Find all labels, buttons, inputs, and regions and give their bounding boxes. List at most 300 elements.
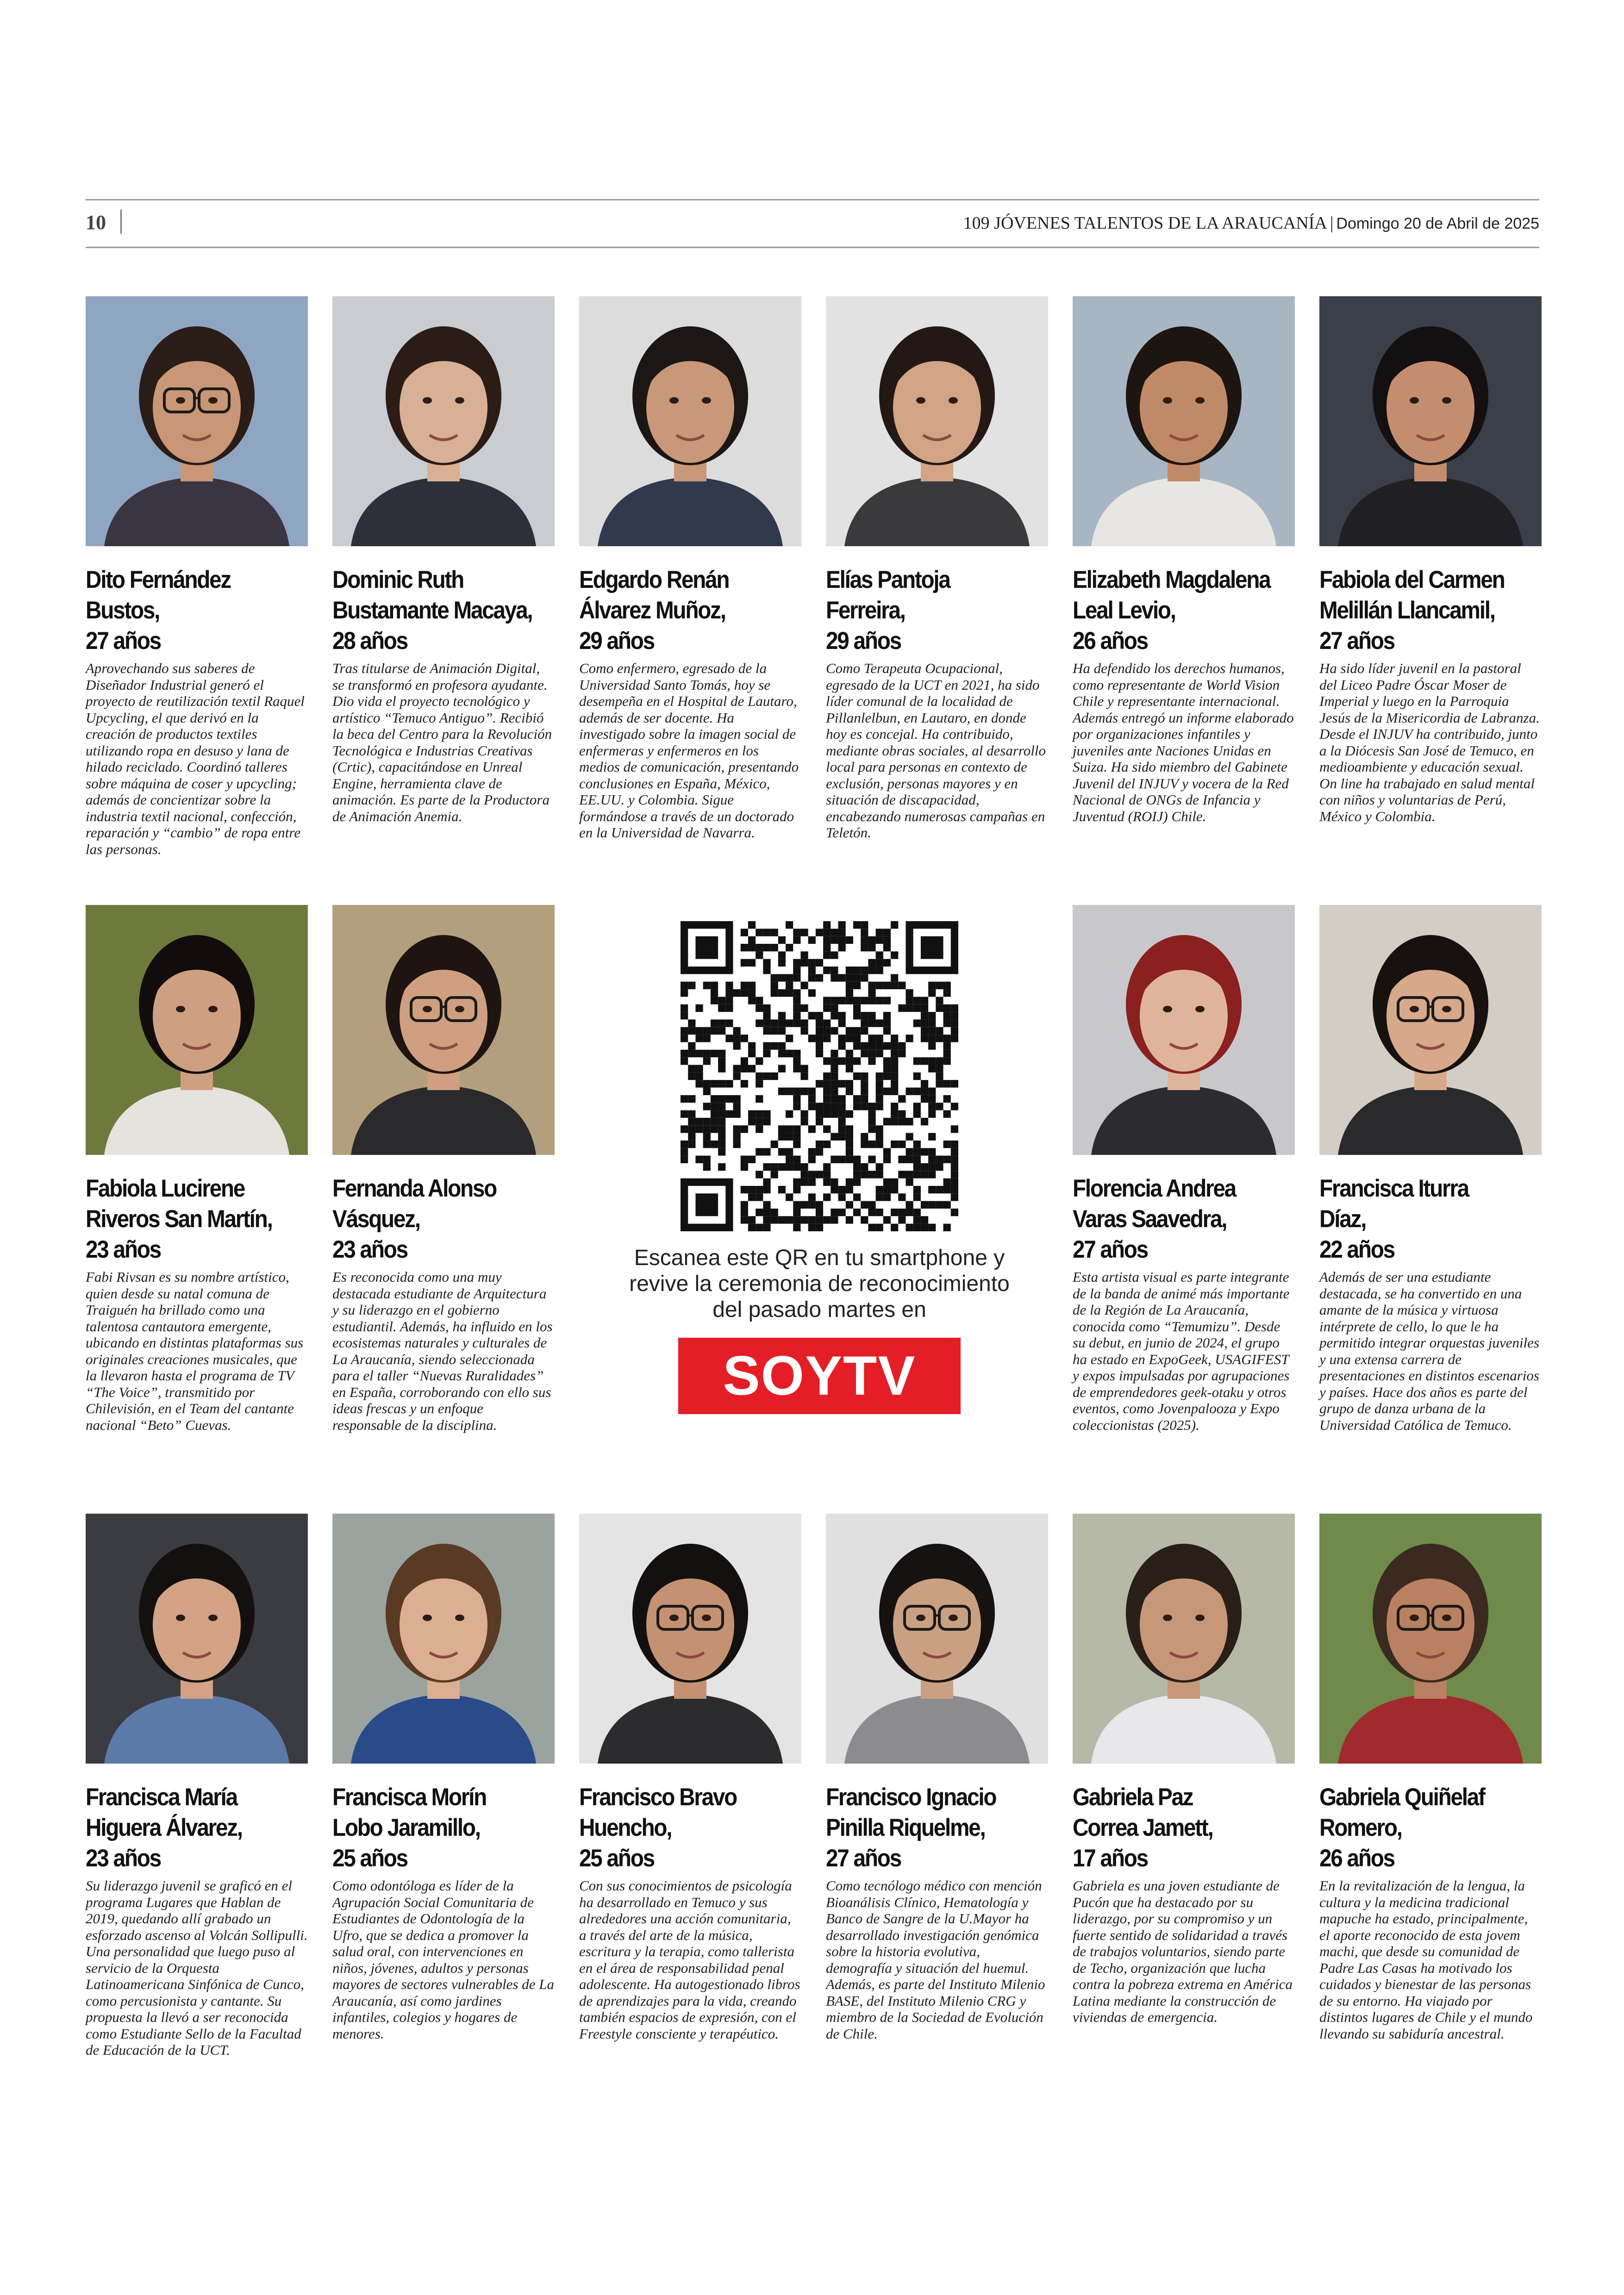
qr-module — [943, 1156, 951, 1163]
profile-name-line: Romero, — [1319, 1814, 1402, 1841]
profile-photo — [86, 905, 308, 1155]
qr-module — [695, 1050, 703, 1057]
qr-module — [928, 1110, 936, 1118]
qr-module — [898, 1118, 906, 1125]
qr-module — [703, 1027, 711, 1035]
qr-module — [943, 1004, 951, 1012]
qr-module — [891, 1110, 898, 1118]
qr-module — [861, 1133, 868, 1141]
photo-eye-right — [208, 1006, 218, 1012]
qr-module — [936, 1201, 943, 1209]
qr-module — [928, 1027, 936, 1035]
qr-module — [913, 1057, 921, 1065]
qr-module — [793, 1088, 800, 1095]
profile-bio: Ha sido líder juvenil en la pastoral del Liceo Padre Óscar Moser de Imperial y luego en la Parroquia Jesús de la Misericordia de Labranza. Desde el INJUV ha contribuido, junto a la Diócesis San José de Temuco, en medioambiente y educación sexual. On line ha trabajado en salud mental con niños y voluntarias de Perú, México y Colombia. — [1319, 660, 1540, 824]
qr-module — [868, 1012, 875, 1019]
qr-module — [868, 1050, 875, 1057]
qr-module — [883, 1156, 891, 1163]
qr-module — [876, 1035, 883, 1042]
qr-module — [891, 1224, 898, 1231]
qr-module — [876, 1080, 883, 1087]
qr-module — [898, 1095, 906, 1103]
photo-eye-left — [176, 1006, 185, 1012]
qr-module — [793, 1201, 800, 1209]
qr-module — [891, 921, 898, 929]
profile-name-line: Elías Pantoja — [826, 566, 950, 593]
qr-module — [741, 944, 748, 951]
qr-module — [808, 1095, 816, 1103]
qr-module — [846, 989, 853, 997]
qr-module — [756, 1148, 763, 1155]
qr-module — [868, 1209, 875, 1216]
qr-module — [936, 982, 943, 989]
qr-module — [936, 1004, 943, 1012]
qr-module — [741, 1080, 748, 1087]
profile-name — [86, 565, 306, 656]
qr-module — [800, 1216, 808, 1223]
qr-module — [921, 1216, 928, 1223]
qr-module — [703, 1050, 711, 1057]
qr-module — [943, 1224, 951, 1231]
qr-module — [853, 1004, 861, 1012]
qr-module — [883, 959, 891, 967]
profile-bio: Es reconocida como una muy destacada estudiante de Arquitectura y su liderazgo en el gobierno estudiantil. Además, ha influido en los ecosistemas naturales y culturales de La Araucanía, siendo seleccionada para el taller “Nuevas Ruralidades” en España, corroborando con ello sus ideas frescas y un enfoque responsable de la disciplina. — [332, 1269, 553, 1433]
portrait-illustration — [1073, 296, 1295, 546]
qr-module — [786, 1050, 793, 1057]
portrait-illustration — [86, 1514, 308, 1764]
profile-bio: Su liderazgo juvenil se graficó en el programa Lugares que Hablan de 2019, quedando allí grabado un esforzado ascenso al Volcán Sollipulli. Una personalidad que luego puso al servicio de la Orquesta Latinoamericana Sinfónica de Cunco, como percusionista y cantante. Su propuesta la llevó a ser reconocida como Estudiante Sello de la Facultad de Educación de la UCT. — [86, 1877, 308, 2058]
photo-eye-left — [1163, 397, 1172, 404]
profile-bio: Como enfermero, egresado de la Universidad Santo Tomás, hoy se desempeña en el Hospital de Lautaro, además de ser docente. Ha investigado sobre la imagen social de enfermeras y enfermeros en los medios de comunicación, presentando conclusiones en España, México, EE.UU. y Colombia. Sigue formándose a través de un doctorado en la Universidad de Navarra. — [579, 660, 799, 841]
qr-module — [838, 1103, 846, 1110]
profile-bio: Esta artista visual es parte integrante de la banda de animé más importante de la Región de La Araucanía, conocida como “Temumizu”. Desde su debut, en junio de 2024, el grupo ha estado en ExpoGeek, USAGIFEST y expos impulsadas por agrupaciones de emprendedores geek-otaku y otros eventos, como Jovenpalooza y Expo coleccionistas (2025). — [1073, 1269, 1290, 1433]
qr-module — [861, 1216, 868, 1223]
qr-module — [846, 1125, 853, 1133]
qr-module — [800, 1027, 808, 1035]
qr-module — [936, 1163, 943, 1171]
qr-module — [831, 1073, 838, 1080]
qr-module — [756, 1073, 763, 1080]
qr-module — [703, 1035, 711, 1042]
profile-name-line: Fabiola Lucirene — [86, 1175, 245, 1202]
qr-module — [748, 1156, 756, 1163]
qr-module — [703, 1080, 711, 1087]
qr-module — [853, 1193, 861, 1201]
profile-name-line: Fabiola del Carmen — [1319, 566, 1505, 593]
qr-module — [913, 1156, 921, 1163]
qr-module — [778, 1065, 786, 1072]
qr-module — [793, 974, 800, 981]
qr-module — [913, 1088, 921, 1095]
qr-module — [831, 1110, 838, 1118]
qr-module — [816, 1012, 823, 1019]
qr-module — [688, 1125, 695, 1133]
qr-module — [771, 1141, 778, 1148]
qr-module — [853, 974, 861, 981]
qr-module — [771, 989, 778, 997]
qr-module — [831, 1186, 838, 1193]
qr-module — [943, 1141, 951, 1148]
qr-module — [831, 1216, 838, 1223]
qr-module — [928, 1148, 936, 1155]
qr-module — [951, 1019, 958, 1027]
qr-module — [763, 929, 770, 936]
qr-module — [786, 1125, 793, 1133]
qr-module — [853, 1156, 861, 1163]
qr-module — [891, 1186, 898, 1193]
qr-module — [688, 1019, 695, 1027]
qr-module — [823, 1080, 831, 1087]
qr-module — [688, 1133, 695, 1141]
qr-finder-center — [921, 936, 943, 959]
qr-module — [711, 1095, 718, 1103]
qr-module — [906, 1224, 913, 1231]
qr-module — [786, 1156, 793, 1163]
qr-module — [846, 936, 853, 944]
qr-module — [876, 1103, 883, 1110]
qr-module — [763, 1224, 770, 1231]
qr-module — [741, 1057, 748, 1065]
profile-name-line: Lobo Jaramillo, — [332, 1814, 480, 1841]
qr-module — [831, 951, 838, 959]
qr-module — [763, 1216, 770, 1223]
qr-module — [831, 1065, 838, 1072]
qr-module — [838, 1012, 846, 1019]
qr-module — [951, 1027, 958, 1035]
qr-module — [838, 1035, 846, 1042]
qr-module — [853, 1095, 861, 1103]
qr-module — [688, 1042, 695, 1049]
qr-module — [733, 1042, 741, 1049]
qr-module — [943, 1012, 951, 1019]
qr-module — [681, 1012, 688, 1019]
qr-module — [733, 1141, 741, 1148]
qr-module — [688, 1095, 695, 1103]
profile-photo — [86, 296, 308, 546]
photo-eye-right — [455, 397, 464, 404]
photo-eye-left — [1163, 1006, 1172, 1012]
qr-module — [868, 1125, 875, 1133]
qr-module — [800, 951, 808, 959]
qr-module — [898, 1050, 906, 1057]
photo-eye-right — [949, 397, 958, 404]
qr-module — [883, 1179, 891, 1186]
qr-module — [951, 1080, 958, 1087]
photo-eye-left — [916, 1615, 925, 1621]
qr-module — [786, 944, 793, 951]
profile-name-line: Bustamante Macaya, — [332, 597, 532, 624]
qr-module — [906, 1148, 913, 1155]
portrait-illustration — [826, 296, 1048, 546]
qr-module — [876, 1050, 883, 1057]
qr-module — [868, 1042, 875, 1049]
photo-eye-right — [1442, 1615, 1451, 1621]
qr-module — [861, 921, 868, 929]
portrait-illustration — [826, 1514, 1048, 1764]
qr-module — [816, 1209, 823, 1216]
qr-module — [718, 1118, 725, 1125]
qr-module — [876, 1088, 883, 1095]
qr-module — [883, 1019, 891, 1027]
qr-module — [846, 1156, 853, 1163]
qr-module — [951, 1179, 958, 1186]
qr-module — [846, 1148, 853, 1155]
qr-module — [756, 1057, 763, 1065]
qr-module — [921, 1012, 928, 1019]
profile-name-line: Gabriela Paz — [1073, 1784, 1193, 1811]
qr-module — [778, 1186, 786, 1193]
qr-module — [823, 1019, 831, 1027]
qr-module — [906, 1088, 913, 1095]
qr-module — [718, 1050, 725, 1057]
qr-module — [891, 974, 898, 981]
qr-module — [883, 997, 891, 1004]
qr-module — [823, 1171, 831, 1178]
qr-module — [831, 1156, 838, 1163]
qr-module — [868, 1201, 875, 1209]
qr-module — [846, 967, 853, 974]
profile-card — [332, 296, 555, 824]
photo-eye-right — [208, 1615, 218, 1621]
qr-module — [711, 982, 718, 989]
qr-module — [793, 1216, 800, 1223]
profile-photo — [86, 1514, 308, 1764]
qr-module — [786, 1110, 793, 1118]
qr-module — [853, 1027, 861, 1035]
qr-module — [883, 1148, 891, 1155]
profile-name — [826, 565, 1047, 656]
qr-module — [786, 1035, 793, 1042]
qr-module — [823, 1073, 831, 1080]
qr-module — [913, 997, 921, 1004]
profile-name-line: Francisca María — [86, 1784, 237, 1811]
qr-module — [823, 1027, 831, 1035]
page-number: 10 — [86, 211, 106, 234]
qr-module — [928, 989, 936, 997]
profile-name-line: Edgardo Renán — [579, 566, 729, 593]
qr-module — [681, 1050, 688, 1057]
qr-module — [748, 936, 756, 944]
photo-eye-left — [1410, 1615, 1419, 1621]
qr-module — [703, 1156, 711, 1163]
qr-module — [711, 1141, 718, 1148]
qr-module — [853, 1012, 861, 1019]
qr-module — [913, 1103, 921, 1110]
profile-name — [1319, 565, 1540, 656]
qr-module — [831, 1095, 838, 1103]
qr-module — [928, 1156, 936, 1163]
profile-card — [332, 1514, 555, 2042]
qr-module — [868, 1141, 875, 1148]
qr-module — [913, 1186, 921, 1193]
qr-module — [951, 1171, 958, 1178]
profile-photo — [579, 296, 801, 546]
qr-module — [778, 974, 786, 981]
profile-name — [86, 1173, 306, 1265]
portrait-illustration — [579, 296, 801, 546]
profile-name-line: Dominic Ruth — [332, 566, 464, 593]
qr-module — [928, 1103, 936, 1110]
qr-module — [778, 1216, 786, 1223]
qr-module — [928, 1019, 936, 1027]
qr-module — [748, 989, 756, 997]
qr-module — [898, 1171, 906, 1178]
qr-module — [808, 1088, 816, 1095]
qr-module — [838, 1186, 846, 1193]
qr-module — [778, 1012, 786, 1019]
qr-module — [838, 1156, 846, 1163]
qr-module — [718, 1163, 725, 1171]
profile-name — [1073, 1782, 1293, 1874]
qr-module — [756, 1110, 763, 1118]
profile-card — [86, 296, 308, 857]
qr-module — [861, 1073, 868, 1080]
qr-module — [711, 1125, 718, 1133]
qr-module — [741, 1035, 748, 1042]
qr-module — [868, 997, 875, 1004]
qr-module — [718, 1141, 725, 1148]
profile-name — [1319, 1173, 1540, 1265]
qr-code[interactable] — [681, 921, 958, 1231]
qr-module — [846, 1027, 853, 1035]
qr-caption-line: del pasado martes en — [712, 1297, 926, 1322]
qr-module — [756, 1095, 763, 1103]
qr-module — [786, 989, 793, 997]
qr-module — [913, 1141, 921, 1148]
publication-date: Domingo 20 de Abril de 2025 — [1336, 215, 1539, 232]
qr-finder-center — [695, 936, 718, 959]
qr-module — [943, 1057, 951, 1065]
qr-module — [846, 1186, 853, 1193]
qr-module — [695, 1118, 703, 1125]
qr-module — [951, 1141, 958, 1148]
portrait-illustration — [332, 296, 555, 546]
qr-module — [718, 997, 725, 1004]
qr-module — [823, 1088, 831, 1095]
qr-module — [861, 1050, 868, 1057]
qr-module — [733, 1103, 741, 1110]
profile-name-line: Varas Saavedra, — [1073, 1205, 1227, 1233]
profile-bio: Además de ser una estudiante destacada, se ha convertido en una amante de la música y virtuosa intérprete de cello, lo que le ha permitido integrar orquestas juveniles y una extensa carrera de presentaciones en distintos escenarios y países. Hace dos años es parte del grupo de danza urbana de la Universidad Católica de Temuco. — [1319, 1269, 1540, 1433]
portrait-illustration — [1073, 905, 1295, 1155]
qr-module — [771, 1027, 778, 1035]
qr-module — [913, 1019, 921, 1027]
profile-card — [86, 905, 308, 1433]
qr-module — [928, 1201, 936, 1209]
qr-module — [928, 1088, 936, 1095]
profile-name-line: Bustos, — [86, 597, 160, 624]
profile-card — [1319, 296, 1542, 824]
profile-card — [1319, 905, 1542, 1433]
qr-module — [913, 1193, 921, 1201]
profile-name-line: Francisca Morín — [332, 1784, 487, 1811]
qr-module — [816, 1118, 823, 1125]
qr-module — [756, 1080, 763, 1087]
qr-module — [838, 1110, 846, 1118]
qr-caption-line: Escanea este QR en tu smartphone y — [634, 1246, 1005, 1270]
portrait-illustration — [1073, 1514, 1295, 1764]
page-header — [86, 199, 1539, 248]
qr-module — [778, 1019, 786, 1027]
qr-module — [831, 1057, 838, 1065]
qr-module — [823, 929, 831, 936]
profile-age: 25 años — [332, 1845, 407, 1872]
qr-module — [808, 1103, 816, 1110]
qr-module — [943, 1050, 951, 1057]
qr-module — [868, 1118, 875, 1125]
soytv-logo[interactable]: SOYTV — [678, 1338, 961, 1414]
qr-module — [943, 1035, 951, 1042]
qr-module — [876, 1224, 883, 1231]
photo-eye-right — [1195, 397, 1205, 404]
qr-module — [921, 1171, 928, 1178]
profile-card — [1319, 1514, 1542, 2042]
qr-module — [831, 1004, 838, 1012]
profile-age: 23 años — [332, 1236, 407, 1263]
profile-name-line: Elizabeth Magdalena — [1073, 566, 1270, 593]
qr-module — [756, 1224, 763, 1231]
qr-module — [771, 1171, 778, 1178]
qr-module — [741, 1163, 748, 1171]
qr-module — [725, 1080, 733, 1087]
profile-name — [579, 1782, 800, 1874]
qr-module — [823, 967, 831, 974]
qr-module — [921, 1057, 928, 1065]
qr-module — [816, 1050, 823, 1057]
qr-module — [913, 1073, 921, 1080]
profile-age: 17 años — [1073, 1845, 1148, 1872]
photo-eye-left — [176, 1615, 185, 1621]
qr-module — [906, 1133, 913, 1141]
qr-module — [876, 929, 883, 936]
qr-module — [808, 967, 816, 974]
profile-bio: Con sus conocimientos de psicología ha desarrollado en Temuco y sus alrededores una acción comunitaria, a través del arte de la música, escritura y la terapia, como tallerista en el área de responsabilidad penal adolescente. Ha autogestionado libros de aprendizajes para la vida, creando también espacios de expresión, con el Freestyle consciente y terapéutico. — [579, 1877, 800, 2042]
qr-module — [778, 1088, 786, 1095]
qr-module — [823, 921, 831, 929]
qr-module — [928, 1042, 936, 1049]
qr-module — [816, 1027, 823, 1035]
profile-age: 28 años — [332, 627, 407, 655]
qr-module — [891, 1179, 898, 1186]
qr-module — [936, 1156, 943, 1163]
qr-module — [748, 1186, 756, 1193]
qr-module — [800, 1118, 808, 1125]
profile-name — [826, 1782, 1047, 1874]
qr-module — [831, 936, 838, 944]
qr-module — [748, 982, 756, 989]
qr-module — [846, 982, 853, 989]
profile-name-line: Fernanda Alonso — [332, 1175, 497, 1202]
profile-photo — [332, 905, 555, 1155]
portrait-illustration — [579, 1514, 801, 1764]
qr-module — [868, 1103, 875, 1110]
qr-module — [703, 1088, 711, 1095]
qr-module — [778, 1050, 786, 1057]
qr-module — [891, 982, 898, 989]
qr-module — [756, 951, 763, 959]
qr-module — [703, 982, 711, 989]
qr-module — [763, 1148, 770, 1155]
qr-module — [778, 1148, 786, 1155]
qr-module — [695, 1073, 703, 1080]
qr-module — [711, 1118, 718, 1125]
profile-age: 29 años — [826, 627, 901, 655]
profile-name — [1319, 1782, 1540, 1874]
qr-module — [853, 921, 861, 929]
qr-module — [816, 1224, 823, 1231]
qr-module — [763, 1118, 770, 1125]
qr-module — [786, 1019, 793, 1027]
